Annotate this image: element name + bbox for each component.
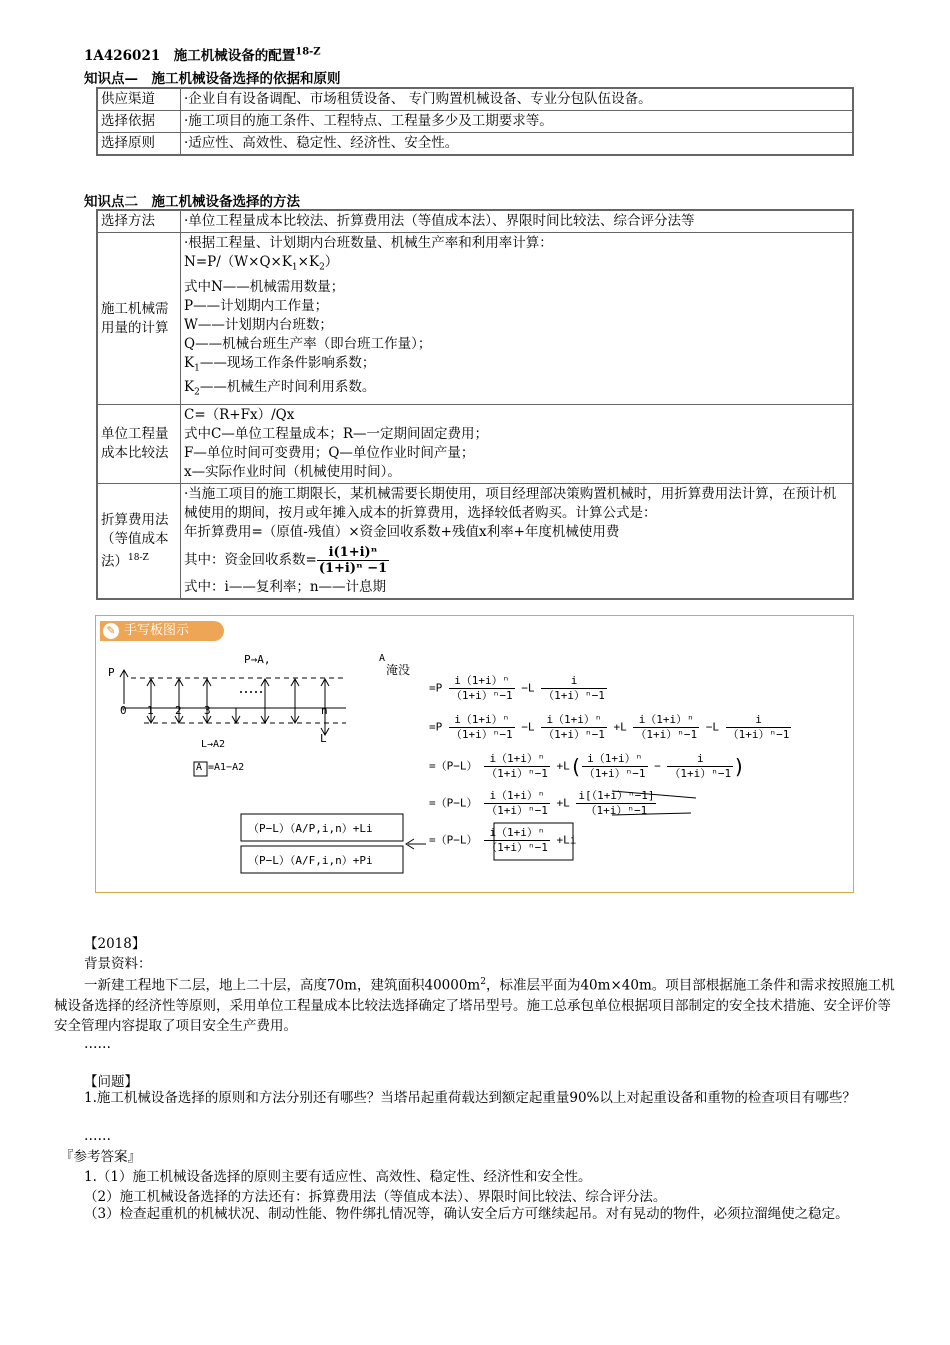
result-box-1-label: （P−L）（A/P,i,n）+Li <box>248 822 373 835</box>
row-content: ·企业自有设备调配、市场租赁设备、 专门购置机械设备、专业分包队伍设备。 <box>181 88 854 111</box>
submerged-note: 淹没 <box>386 663 411 677</box>
section-title: 1A426021 施工机械设备的配置$^{18-Z}$ <box>84 46 321 64</box>
knowledge-point-2-heading: 知识点二 施工机械设备选择的方法 <box>84 194 300 210</box>
selection-method-table <box>96 209 854 600</box>
demand-line: $K_1——$现场工作条件影响系数； <box>184 354 376 374</box>
row-content: ·施工项目的施工条件、工程特点、工程量多少及工期要求等。 <box>181 111 854 133</box>
row-content <box>181 484 854 600</box>
handwriting-board <box>95 615 854 893</box>
table-row <box>97 88 853 111</box>
question-label: 【问题】 <box>84 1074 138 1090</box>
unit-cost-line: 式中C—单位工程量成本；R—一定期间固定费用； <box>184 426 488 443</box>
background-label: 背景资料： <box>84 956 152 972</box>
p-label: P <box>108 666 115 679</box>
ellipsis: …… <box>84 1036 111 1052</box>
a-label: A <box>379 653 386 664</box>
l-to-a-label: L→A2 <box>201 739 226 750</box>
tick-3: 3 <box>204 704 211 717</box>
demand-line: W——计划期内台班数； <box>184 316 333 333</box>
unit-cost-formula: C=（R+Fx）/Qx <box>184 407 295 424</box>
result-box-2-label: （P−L）（A/F,i,n）+Pi <box>248 854 373 867</box>
l-label: L <box>320 732 327 745</box>
background-text: 一新建工程地下二层，地上二十层，高度70m，建筑面积$40000m^2$，标准层平面为40m×40m。项目部根据施工条件和需求按照施工机械设备选择的经济性等原则，采用单位工程量成本比较法选择确定了塔吊型号。施工总承包单位根据项目部制定的安全技术措施、安全评价等安全管理内容提取了项目安全生产费用。 <box>54 977 895 1034</box>
row-label: 选择原则 <box>97 133 181 156</box>
demand-line: $K_2——$机械生产时间利用系数。 <box>184 379 376 399</box>
demand-formula: $N=P/(W\times Q\times K_1\times K_2)$ <box>184 254 339 273</box>
demand-line: Q——机械台班生产率（即台班工作量）； <box>184 335 432 352</box>
recovery-factor: 其中：资金回收系数= $\frac{\text{i(1+i)ⁿ}}{\text{(1+i)ⁿ −1}}$ <box>184 545 388 577</box>
unit-cost-line: F—单位时间可变费用；Q—单位作业时间产量； <box>184 445 475 462</box>
demand-line: P——计划期内工作量； <box>184 297 329 314</box>
row-label: 施工机械需用量的计算 <box>97 233 181 405</box>
equation-3: =（P−L） $\frac{\text{i（1+i）ⁿ}}{\text{（1+i）ⁿ−1}}$ +L( $\frac{\text{i（1+i）ⁿ}}{\text{（1+i）ⁿ−1}}$ − $\frac{i}{\text{（1+i）ⁿ−1}}$ ) <box>429 752 746 780</box>
row-content <box>181 405 854 484</box>
tick-1: 1 <box>147 704 154 717</box>
table-row <box>97 111 853 133</box>
equation-4: =（P−L） $\frac{\text{i（1+i）ⁿ}}{\text{（1+i）ⁿ−1}}$ +L $\frac{\text{i[（1+i）ⁿ−1]}}{\text{（1+i）ⁿ−1}}$ <box>429 789 655 817</box>
a-box-label: A <box>196 762 203 773</box>
answer-1: 1.（1）施工机械设备选择的原则主要有适应性、高效性、稳定性、经济性和安全性。 <box>84 1169 592 1185</box>
row-content: ·适应性、高效性、稳定性、经济性、安全性。 <box>181 133 854 156</box>
table-row <box>97 484 853 600</box>
row-label: 选择依据 <box>97 111 181 133</box>
unit-cost-line: x—实际作业时间（机械使用时间）。 <box>184 464 401 481</box>
knowledge-point-1-heading: 知识点— 施工机械设备选择的依据和原则 <box>84 71 341 87</box>
question-text: 1.施工机械设备选择的原则和方法分别还有哪些？当塔吊起重荷载达到额定起重量90%以上对起重设备和重物的检查项目有哪些？ <box>84 1090 856 1106</box>
selection-basis-table <box>96 87 854 156</box>
p-to-a-label: P→A, <box>244 653 271 666</box>
ellipsis: …… <box>84 1128 111 1144</box>
pen-icon: ✎ <box>103 623 119 639</box>
demand-line: 式中N——机械需用数量； <box>184 278 345 295</box>
table-row <box>97 210 853 233</box>
conversion-formula: 年折算费用=（原值-残值）×资金回收系数+残值x利率+年度机械使用费 <box>184 524 620 541</box>
handwriting-badge: ✎ 手写板图示 <box>100 621 224 641</box>
conversion-legend: 式中：i——复利率；n——计息期 <box>184 579 387 596</box>
row-label: 单位工程量成本比较法 <box>97 405 181 484</box>
equation-5: =（P−L） $\frac{\text{i（1+i）ⁿ}}{\text{（1+i）ⁿ−1}}$ +Li <box>429 826 577 854</box>
row-content: ·单位工程量成本比较法、折算费用法（等值成本法）、界限时间比较法、综合评分法等 <box>181 210 854 233</box>
demand-intro: ·根据工程量、计划期内台班数量、机械生产率和利用率计算： <box>184 235 553 251</box>
answer-2: （2）施工机械设备选择的方法还有：拆算费用法（等值成本法）、界限时间比较法、综合评分法。 <box>84 1189 667 1205</box>
a-equation: =A1−A2 <box>208 762 245 773</box>
conversion-desc: ·当施工项目的施工期限长，某机械需要长期使用，项目经理部决策购置机械时，用折算费用法计算，在预计机械使用的期间，按月或年摊入成本的折算费用，选择较低者购买。计算公式是： <box>184 486 837 522</box>
row-label: 选择方法 <box>97 210 181 233</box>
case-year: 【2018】 <box>84 936 146 952</box>
table-row <box>97 233 853 405</box>
answer-3: （3）检查起重机的机械状况、制动性能、物件绑扎情况等，确认安全后方可继续起吊。对有晃动的物件，必须拉溜绳使之稳定。 <box>84 1206 849 1222</box>
tick-2: 2 <box>175 704 182 717</box>
row-content <box>181 233 854 405</box>
row-label: 折算费用法（等值成本法）$^{18-Z}$ <box>97 484 181 600</box>
tick-n: n <box>321 704 328 717</box>
row-label: 供应渠道 <box>97 88 181 111</box>
answer-label: 『参考答案』 <box>60 1149 141 1165</box>
equation-2: =P $\frac{\text{i（1+i）ⁿ}}{\text{（1+i）ⁿ−1}}$ −L $\frac{\text{i（1+i）ⁿ}}{\text{（1+i）ⁿ−1}}$ +L $\frac{\text{i（1+i）ⁿ}}{\text{（1+i）ⁿ−1}}$ −L $\frac{i}{\text{（1+i）ⁿ−1}}$ <box>429 713 790 741</box>
tick-0: 0 <box>120 704 127 717</box>
table-row <box>97 133 853 156</box>
equation-1: =P $\frac{\text{i（1+i）ⁿ}}{\text{（1+i）ⁿ−1}}$ −L $\frac{i}{\text{（1+i）ⁿ−1}}$ <box>429 674 605 702</box>
table-row <box>97 405 853 484</box>
